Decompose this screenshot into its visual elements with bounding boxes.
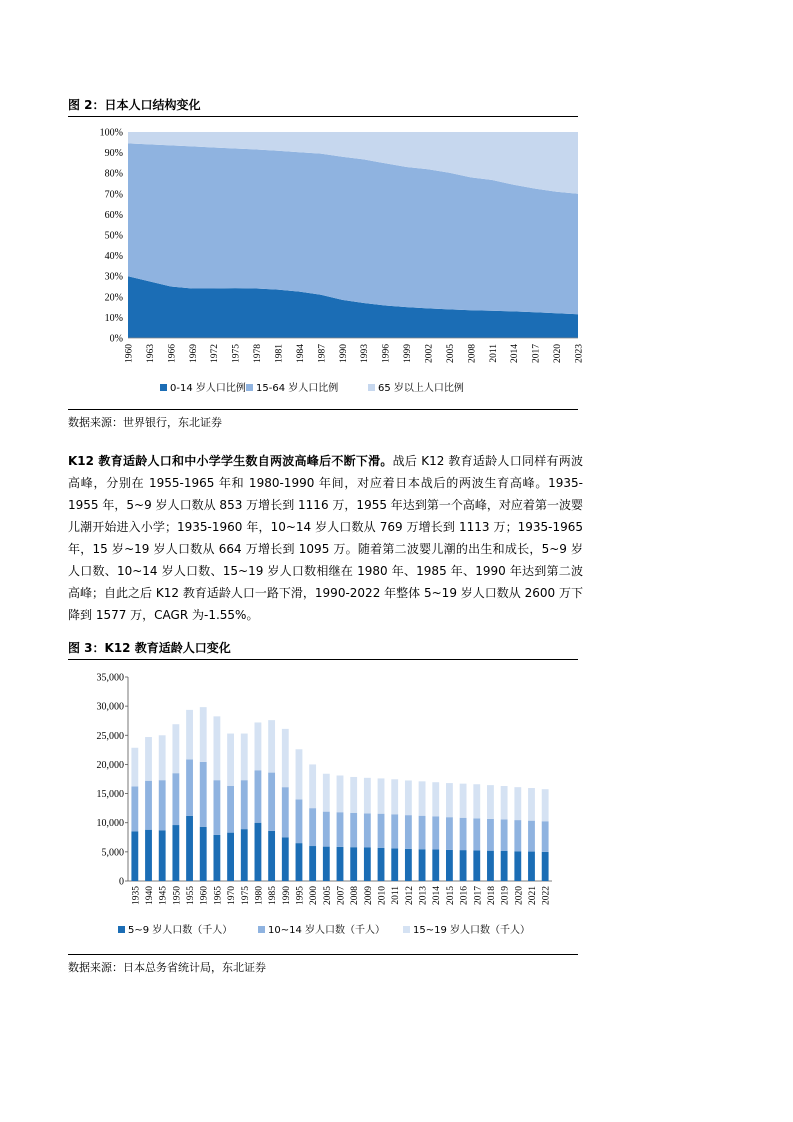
bar-segment-series-2 — [145, 781, 152, 830]
x-tick-label: 1990 — [281, 886, 292, 905]
bar-segment-series-1 — [296, 843, 303, 881]
bar-segment-series-3 — [213, 716, 220, 780]
bar-segment-series-3 — [405, 780, 412, 815]
bar-segment-series-2 — [172, 773, 179, 825]
bar-segment-series-3 — [501, 786, 508, 820]
bar-segment-series-1 — [446, 850, 453, 881]
bar-segment-series-2 — [446, 817, 453, 850]
bar-segment-series-2 — [131, 786, 138, 831]
figure2-title: 图 2：日本人口结构变化 — [68, 96, 578, 117]
x-tick-label: 1978 — [253, 344, 264, 363]
bar-segment-series-3 — [460, 784, 467, 818]
x-tick-label: 1965 — [213, 886, 224, 905]
x-tick-label: 2017 — [531, 344, 542, 363]
bar-segment-series-2 — [213, 780, 220, 835]
bar-segment-series-1 — [227, 833, 234, 881]
legend-swatch — [368, 384, 375, 391]
bar-segment-series-3 — [241, 734, 248, 781]
bar-segment-series-3 — [487, 785, 494, 819]
bar-segment-series-2 — [268, 773, 275, 831]
legend-swatch — [246, 384, 253, 391]
bar-segment-series-3 — [542, 789, 549, 821]
bar-segment-series-2 — [487, 819, 494, 851]
bar-segment-series-1 — [268, 831, 275, 881]
bar-segment-series-1 — [473, 850, 480, 881]
bar-segment-series-1 — [364, 847, 371, 881]
bar-segment-series-3 — [145, 737, 152, 781]
paragraph-lead: K12 教育适龄人口和中小学学生数自两波高峰后不断下滑。 — [68, 454, 393, 468]
figure2-source: 数据来源：世界银行，东北证券 — [68, 409, 578, 430]
bar-segment-series-3 — [268, 720, 275, 772]
x-tick-label: 1995 — [295, 886, 306, 905]
bar-segment-series-3 — [364, 778, 371, 814]
bar-segment-series-3 — [528, 788, 535, 821]
bar-segment-series-1 — [282, 837, 289, 881]
bar-segment-series-2 — [159, 780, 166, 830]
bar-segment-series-2 — [405, 815, 412, 849]
bar-segment-series-2 — [473, 818, 480, 850]
bar-segment-series-2 — [501, 820, 508, 851]
bar-segment-series-1 — [200, 827, 207, 881]
bar-segment-series-2 — [528, 821, 535, 852]
bar-segment-series-3 — [378, 778, 385, 813]
bar-segment-series-2 — [514, 820, 521, 851]
bar-segment-series-1 — [323, 847, 330, 881]
x-tick-label: 1940 — [145, 886, 156, 905]
x-tick-label: 2007 — [336, 886, 347, 905]
y-tick-label: 60% — [104, 209, 123, 221]
bar-segment-series-3 — [432, 782, 439, 816]
x-tick-label: 1987 — [317, 344, 328, 363]
x-tick-label: 2015 — [445, 886, 456, 905]
bar-segment-series-2 — [391, 814, 398, 848]
bar-segment-series-3 — [391, 779, 398, 814]
y-tick-label: 0 — [119, 876, 124, 888]
bar-segment-series-2 — [542, 821, 549, 852]
x-tick-label: 2017 — [473, 886, 484, 905]
x-tick-label: 2016 — [459, 886, 470, 905]
bar-segment-series-3 — [309, 764, 316, 808]
bar-segment-series-1 — [213, 835, 220, 881]
x-tick-label: 1972 — [210, 344, 221, 363]
y-tick-label: 5,000 — [101, 847, 124, 859]
x-tick-label: 1955 — [186, 886, 197, 905]
x-tick-label: 2000 — [309, 886, 320, 905]
bar-segment-series-1 — [378, 848, 385, 881]
x-tick-label: 1969 — [188, 344, 199, 363]
legend-swatch — [118, 926, 125, 933]
y-tick-label: 20,000 — [96, 759, 124, 771]
x-tick-label: 2020 — [553, 344, 564, 363]
bar-segment-series-3 — [473, 784, 480, 818]
bar-segment-series-3 — [296, 749, 303, 799]
bar-segment-series-1 — [159, 830, 166, 881]
x-tick-label: 1975 — [240, 886, 251, 905]
bar-segment-series-2 — [432, 816, 439, 849]
x-tick-label: 1935 — [131, 886, 142, 905]
bar-segment-series-3 — [350, 777, 357, 813]
bar-segment-series-1 — [350, 847, 357, 881]
bar-segment-series-3 — [255, 722, 262, 770]
bar-segment-series-2 — [337, 812, 344, 847]
x-tick-label: 2019 — [500, 886, 511, 905]
bar-segment-series-2 — [200, 762, 207, 827]
y-tick-label: 40% — [104, 251, 123, 263]
x-tick-label: 2022 — [541, 886, 552, 905]
bar-segment-series-2 — [364, 813, 371, 847]
bar-segment-series-2 — [282, 787, 289, 837]
bar-segment-series-2 — [186, 759, 193, 816]
legend-swatch — [258, 926, 265, 933]
bar-segment-series-1 — [501, 851, 508, 881]
bar-segment-series-3 — [514, 787, 521, 820]
x-tick-label: 1960 — [124, 344, 135, 363]
bar-segment-series-2 — [460, 818, 467, 850]
x-tick-label: 1966 — [167, 344, 178, 363]
x-tick-label: 2005 — [322, 886, 333, 905]
bar-segment-series-1 — [172, 825, 179, 881]
bar-segment-series-2 — [378, 814, 385, 848]
legend-swatch — [160, 384, 167, 391]
x-tick-label: 2021 — [527, 886, 538, 905]
x-tick-label: 1960 — [199, 886, 210, 905]
bar-segment-series-3 — [172, 724, 179, 773]
body-paragraph — [68, 450, 583, 626]
bar-segment-series-1 — [255, 823, 262, 881]
bar-segment-series-2 — [255, 770, 262, 822]
x-tick-label: 1999 — [403, 344, 414, 363]
y-tick-label: 30,000 — [96, 701, 124, 713]
y-tick-label: 0% — [109, 333, 123, 345]
bar-segment-series-3 — [282, 729, 289, 787]
x-tick-label: 1985 — [268, 886, 279, 905]
bar-segment-series-3 — [446, 783, 453, 817]
k12-population-chart — [68, 665, 583, 950]
y-tick-label: 20% — [104, 292, 123, 304]
x-tick-label: 1984 — [295, 344, 306, 363]
x-tick-label: 2010 — [377, 886, 388, 905]
bar-segment-series-2 — [296, 799, 303, 843]
legend-label: 15-64 岁人口比例 — [256, 383, 339, 394]
bar-segment-series-1 — [309, 846, 316, 881]
y-tick-label: 35,000 — [96, 672, 124, 684]
legend-label: 65 岁以上人口比例 — [378, 383, 464, 394]
y-tick-label: 25,000 — [96, 730, 124, 742]
y-tick-label: 70% — [104, 189, 123, 201]
x-tick-label: 1975 — [231, 344, 242, 363]
bar-segment-series-1 — [145, 830, 152, 881]
figure3-title: 图 3：K12 教育适龄人口变化 — [68, 639, 578, 660]
bar-segment-series-2 — [227, 786, 234, 833]
legend-label: 0-14 岁人口比例 — [170, 383, 246, 394]
x-tick-label: 2008 — [350, 886, 361, 905]
y-tick-label: 10% — [104, 312, 123, 324]
bar-segment-series-3 — [131, 748, 138, 787]
x-tick-label: 1996 — [381, 344, 392, 363]
bar-segment-series-1 — [405, 849, 412, 881]
bar-segment-series-1 — [528, 852, 535, 881]
bar-segment-series-2 — [309, 808, 316, 846]
x-tick-label: 2009 — [363, 886, 374, 905]
bar-segment-series-1 — [241, 829, 248, 881]
x-tick-label: 1980 — [254, 886, 265, 905]
bar-segment-series-1 — [542, 852, 549, 881]
bar-segment-series-3 — [419, 781, 426, 815]
y-tick-label: 80% — [104, 168, 123, 180]
bar-segment-series-1 — [186, 816, 193, 881]
x-tick-label: 1990 — [338, 344, 349, 363]
bar-segment-series-1 — [460, 850, 467, 881]
bar-segment-series-1 — [419, 849, 426, 881]
legend-label: 5~9 岁人口数（千人） — [128, 925, 233, 936]
bar-segment-series-1 — [432, 850, 439, 881]
x-tick-label: 1950 — [172, 886, 183, 905]
x-tick-label: 2013 — [418, 886, 429, 905]
bar-segment-series-3 — [159, 735, 166, 780]
x-tick-label: 2014 — [510, 344, 521, 363]
x-tick-label: 2023 — [574, 344, 585, 363]
x-tick-label: 1993 — [360, 344, 371, 363]
x-tick-label: 2011 — [391, 886, 402, 905]
bar-segment-series-1 — [487, 851, 494, 881]
bar-segment-series-1 — [131, 831, 138, 881]
y-tick-label: 100% — [99, 127, 123, 139]
bar-segment-series-3 — [323, 774, 330, 812]
y-tick-label: 15,000 — [96, 789, 124, 801]
x-tick-label: 1981 — [274, 344, 285, 363]
bar-segment-series-2 — [350, 813, 357, 847]
x-tick-label: 2020 — [514, 886, 525, 905]
x-tick-label: 2008 — [467, 344, 478, 363]
y-tick-label: 30% — [104, 271, 123, 283]
y-tick-label: 10,000 — [96, 818, 124, 830]
paragraph-body: 战后 K12 教育适龄人口同样有两波高峰，分别在 1955-1965 年和 1980-1990 年间，对应着日本战后的两波生育高峰。1935-1955 年，5~9 岁人口数从 853 万增长到 1116 万，1955 年达到第一个高峰，对应着第一波婴儿潮开始进入小学；1935-1960 年，10~14 岁人口数从 769 万增长到 1113 万；1935-1965 年，15 岁~19 岁人口数从 664 万增长到 1095 万。随着第二波婴儿潮的出生和成长，5~9 岁人口数、10~14 岁人口数、15~19 岁人口数相继在 1980 年、1985 年、1990 年达到第二波高峰；自此之后 K12 教育适龄人口一路下滑，1990-2022 年整体 5~19 岁人口数从 2600 万下降到 1577 万，CAGR 为-1.55%。 — [68, 454, 583, 622]
y-tick-label: 90% — [104, 148, 123, 160]
x-tick-label: 1945 — [158, 886, 169, 905]
bar-segment-series-2 — [419, 816, 426, 850]
population-structure-chart — [68, 122, 583, 412]
figure3-source: 数据来源：日本总务省统计局，东北证券 — [68, 954, 578, 975]
legend-label: 15~19 岁人口数（千人） — [413, 925, 531, 936]
legend-label: 10~14 岁人口数（千人） — [268, 925, 386, 936]
bar-segment-series-1 — [514, 851, 521, 881]
bar-segment-series-1 — [391, 848, 398, 881]
x-tick-label: 2002 — [424, 344, 435, 363]
bar-segment-series-3 — [186, 710, 193, 760]
x-tick-label: 1970 — [227, 886, 238, 905]
bar-segment-series-3 — [337, 776, 344, 813]
x-tick-label: 2011 — [488, 344, 499, 363]
x-tick-label: 2012 — [404, 886, 415, 905]
bar-segment-series-3 — [200, 707, 207, 762]
x-tick-label: 2018 — [486, 886, 497, 905]
legend-swatch — [403, 926, 410, 933]
bar-segment-series-2 — [241, 780, 248, 829]
bar-segment-series-2 — [323, 812, 330, 847]
x-tick-label: 1963 — [145, 344, 156, 363]
bar-segment-series-3 — [227, 734, 234, 786]
x-tick-label: 2005 — [445, 344, 456, 363]
y-tick-label: 50% — [104, 230, 123, 242]
x-tick-label: 2014 — [432, 886, 443, 905]
bar-segment-series-1 — [337, 847, 344, 881]
